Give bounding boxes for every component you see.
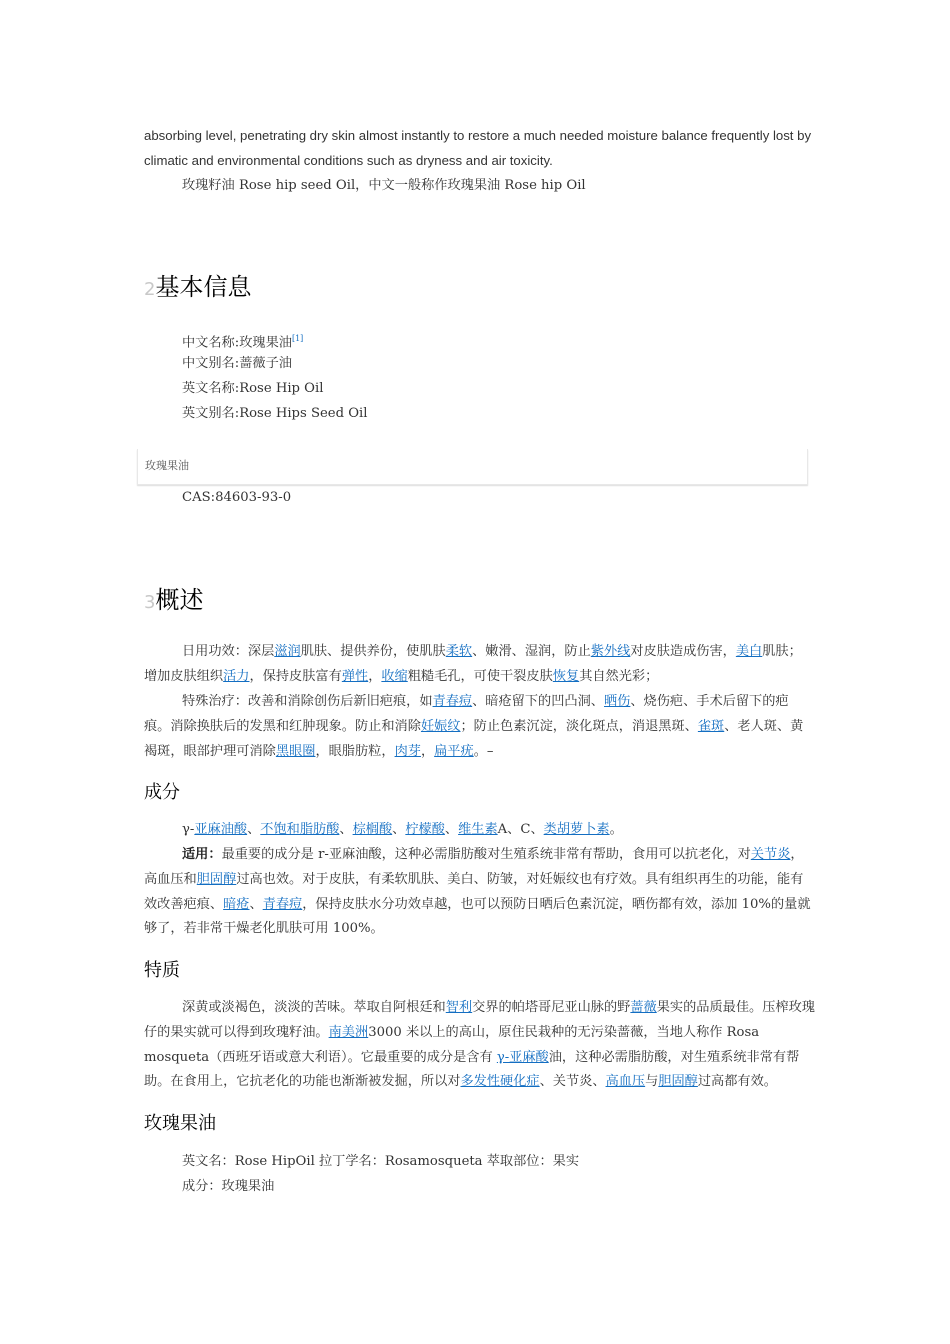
link-freckles[interactable]: 雀斑 [697, 718, 725, 734]
intro-rosehip-line: 玫瑰籽油 Rose hip seed Oil，中文一般称作玫瑰果油 Rose hip Oil [182, 178, 586, 193]
link-unsaturated-fatty-acid[interactable]: 不饱和脂肪酸 [260, 822, 340, 837]
section-heading-basic-info [144, 272, 251, 305]
link-hypertension[interactable]: 高血压 [605, 1074, 646, 1090]
link-citric-acid[interactable]: 柠檬酸 [405, 822, 445, 837]
overview-special-treatment: 特殊治疗：改善和消除创伤后新旧疤痕，如青春痘、暗疮留下的凹凸洞、晒伤、烧伤疤、手术后留下的疤痕。消除换肤后的发黑和红肿现象。防止和消除妊娠纹；防止色素沉淀，淡化斑点，消退黑斑、雀斑、老人斑、黄褐斑，眼部护理可消除黑眼圈，眼脂肪粒，肉芽，扁平疣。– [144, 694, 804, 759]
subheading-traits: 特质 [144, 960, 180, 981]
link-palmitic-acid[interactable]: 棕榈酸 [352, 822, 393, 837]
link-chile[interactable]: 智利 [445, 1000, 473, 1015]
section-number: 2 [144, 279, 156, 300]
link-vitamin[interactable]: 维生素 [458, 822, 498, 837]
section-title: 基本信息 [155, 273, 252, 301]
usage-label: 适用： [182, 847, 222, 862]
image-caption: 玫瑰果油 [145, 459, 189, 472]
link-carotenoid[interactable]: 类胡萝卜素 [543, 822, 610, 837]
link-south-america[interactable]: 南美洲 [328, 1024, 369, 1040]
rosehip-names: 英文名：Rose HipOil 拉丁学名：Rosamosqueta 萃取部位：果实 [182, 1154, 580, 1169]
link-gamma-linolenic[interactable]: γ-亚麻酸 [496, 1049, 549, 1065]
section-heading-overview [144, 585, 203, 618]
field-text: 中文名称:玫瑰果油 [182, 335, 292, 351]
link-vitality[interactable]: 活力 [223, 668, 250, 684]
link-uv[interactable]: 紫外线 [590, 644, 631, 659]
section-number: 3 [144, 592, 156, 613]
link-restore[interactable]: 恢复 [552, 668, 580, 684]
field-english-alias: 英文别名:Rose Hips Seed Oil [182, 406, 368, 421]
rosehip-composition: 成分：玫瑰果油 [182, 1179, 275, 1194]
link-moisturize[interactable]: 滋润 [274, 644, 301, 659]
field-chinese-alias: 中文别名:蔷薇子油 [182, 356, 292, 371]
link-linolenic-acid[interactable]: 亚麻油酸 [194, 822, 248, 837]
link-cholesterol[interactable]: 胆固醇 [196, 871, 237, 887]
section-title: 概述 [155, 586, 204, 614]
link-elasticity[interactable]: 弹性 [341, 668, 369, 684]
overview-daily-effects: 日用功效：深层滋润肌肤、提供养份，使肌肤柔软、嫩滑、湿润，防止紫外线对皮肤造成伤害，美白肌肤；增加皮肤组织活力，保持皮肤富有弹性，收缩粗糙毛孔，可使干裂皮肤恢复其自然光彩； [144, 644, 802, 684]
link-sunburn[interactable]: 晒伤 [604, 694, 631, 709]
link-acne[interactable]: 青春痘 [432, 694, 473, 709]
link-flat-wart[interactable]: 扁平疣 [434, 743, 474, 759]
subheading-ingredients: 成分 [144, 782, 180, 803]
link-rose[interactable]: 蔷薇 [630, 1000, 657, 1015]
link-cholesterol-2[interactable]: 胆固醇 [658, 1074, 698, 1090]
ingredients-list: γ-亚麻油酸、不饱和脂肪酸、棕榈酸、柠檬酸、维生素A、C、类胡萝卜素。 [182, 822, 623, 837]
link-stretch-marks[interactable]: 妊娠纹 [420, 718, 461, 734]
link-pimples[interactable]: 暗疮 [223, 896, 250, 912]
link-multiple-sclerosis[interactable]: 多发性硬化症 [460, 1074, 540, 1090]
subheading-rosehip-oil: 玫瑰果油 [144, 1113, 216, 1134]
field-cas: CAS:84603-93-0 [182, 490, 292, 505]
link-granulation[interactable]: 肉芽 [394, 743, 421, 759]
field-english-name: 英文名称:Rose Hip Oil [182, 381, 324, 396]
link-whitening[interactable]: 美白 [735, 644, 763, 659]
ingredients-usage: 适用：最重要的成分是 r-亚麻油酸，这种必需脂肪酸对生殖系统非常有帮助，食用可以抗老化，对关节炎，高血压和胆固醇过高也效。对于皮肤，有柔软肌肤、美白、防皱，对妊娠纹也有疗效。具有组织再生的功能，能有效改善疤痕、暗疮、青春痘，保持皮肤水分功效卓越，也可以预防日晒后色素沉淀，晒伤都有效，添加 10%的量就够了，若非常干燥老化肌肤可用 100%。 [144, 847, 811, 937]
link-soft[interactable]: 柔软 [445, 644, 473, 659]
intro-paragraph: absorbing level, penetrating dry skin almost instantly to restore a much needed moisture balance frequently lost by climatic and environmental conditions such as dryness and air toxicity. [144, 128, 812, 168]
traits-paragraph: 深黄或淡褐色，淡淡的苦味。萃取自阿根廷和智利交界的帕塔哥尼亚山脉的野蔷薇果实的品质最佳。压榨玫瑰仔的果实就可以得到玫瑰籽油。南美洲3000 米以上的高山，原住民栽种的无污染蔷薇，当地人称作 Rosa mosqueta（西班牙语或意大利语）。它最重要的成分是含有 γ-亚麻酸油，这种必需脂肪酸，对生殖系统非常有帮助。在食用上，它抗老化的功能也渐渐被发掘，所以对多发性硬化症、关节炎、高血压与胆固醇过高都有效。 [144, 1000, 815, 1090]
image-caption-box[interactable] [137, 449, 808, 485]
link-shrink[interactable]: 收缩 [381, 668, 408, 684]
link-arthritis[interactable]: 关节炎 [750, 847, 791, 862]
link-dark-circles[interactable]: 黑眼圈 [275, 743, 316, 759]
reference-link[interactable]: [1] [291, 334, 304, 343]
link-acne-2[interactable]: 青春痘 [262, 896, 303, 912]
